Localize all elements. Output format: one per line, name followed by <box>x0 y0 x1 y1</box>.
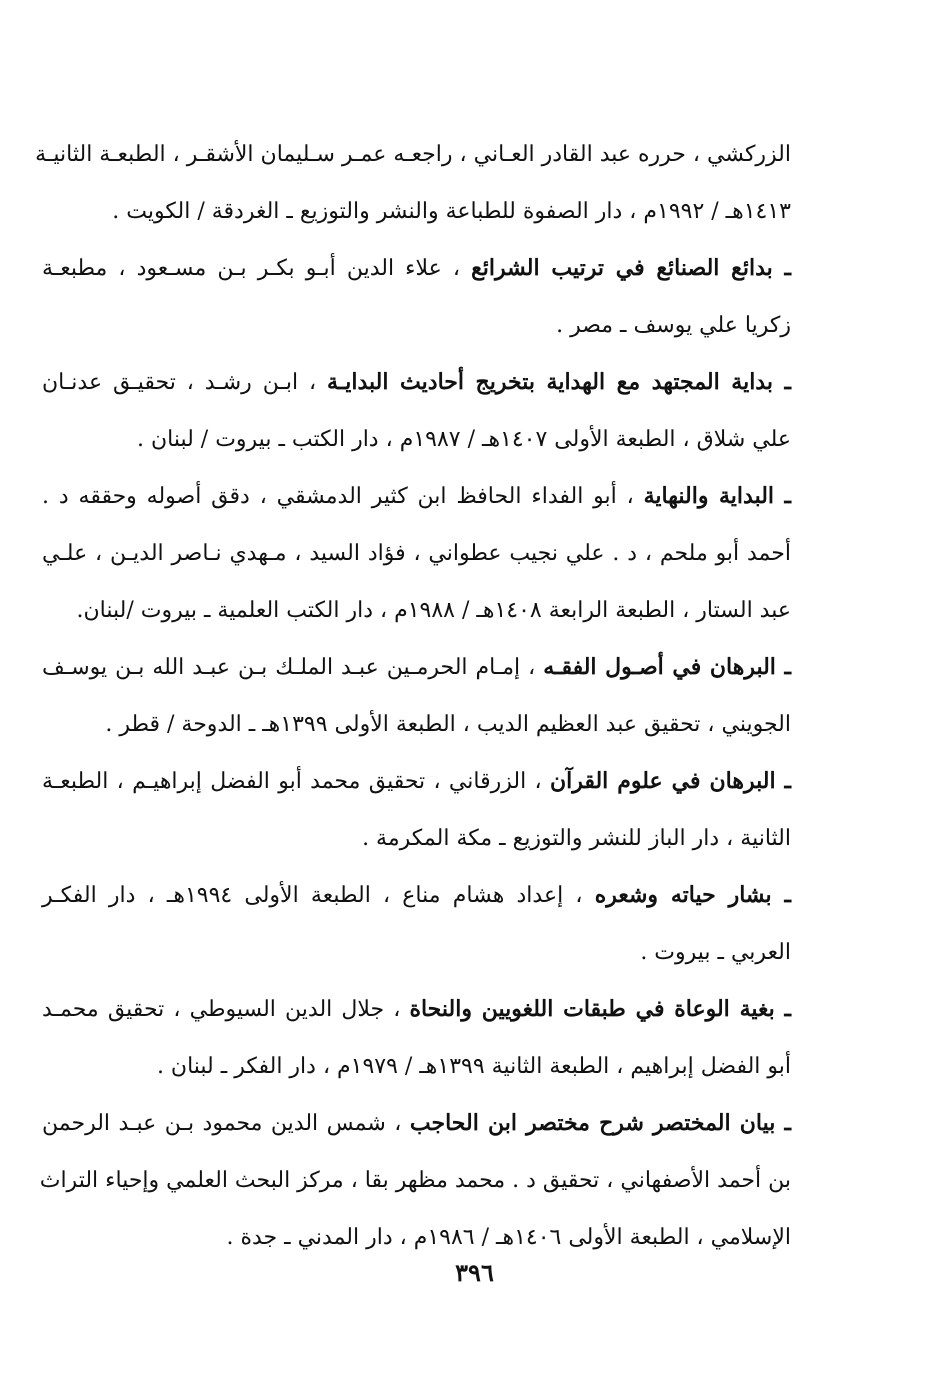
entry-first-line <box>42 240 791 297</box>
entry-first-line <box>42 753 791 810</box>
entry-line: ، إمـام الحرمـين عبـد الملـك بـن عبـد الله بـن يوسـف <box>42 655 544 680</box>
entry-first-line <box>42 867 791 924</box>
entry-line: أحمد أبو ملحم ، د . علي نجيب عطواني ، فؤاد السيد ، مـهدي نـاصر الديـن ، علـي <box>42 541 791 566</box>
bibliography-entry <box>42 240 791 354</box>
entry-line: ، شمس الدين محمود بـن عبـد الرحمن <box>42 1111 410 1136</box>
entry-title: ـ بدائع الصنائع في ترتيب الشرائع <box>471 255 791 281</box>
entry-first-line <box>42 468 791 525</box>
entry-line: عبد الستار ، الطبعة الرابعة ١٤٠٨هـ / ١٩٨٨م ، دار الكتب العلمية ـ بيروت /لبنان. <box>76 598 791 623</box>
entry-line: الزركشي ، حرره عبد القادر العـاني ، راجعـه عمـر سـليمان الأشقـر ، الطبعـة الثانيـة <box>35 142 791 167</box>
bibliography-entry <box>42 867 791 981</box>
entry-first-line <box>42 354 791 411</box>
entry-line: بن أحمد الأصفهاني ، تحقيق د . محمد مظهر بقا ، مركز البحث العلمي وإحياء التراث <box>39 1168 791 1193</box>
entry-line: ١٤١٣هـ / ١٩٩٢م ، دار الصفوة للطباعة والنشر والتوزيع ـ الغردقة / الكويت . <box>112 199 791 224</box>
entry-title: ـ بشار حياته وشعره <box>594 882 791 908</box>
entry-line: ، جلال الدين السيوطي ، تحقيق محمـد <box>42 997 410 1022</box>
entry-line: أبو الفضل إبراهيم ، الطبعة الثانية ١٣٩٩هـ / ١٩٧٩م ، دار الفكر ـ لبنان . <box>156 1054 791 1079</box>
entry-title: ـ بيان المختصر شرح مختصر ابن الحاجب <box>409 1110 791 1136</box>
entry-line: الجويني ، تحقيق عبد العظيم الديب ، الطبعة الأولى ١٣٩٩هـ ـ الدوحة / قطر . <box>105 712 791 737</box>
bibliography-entry <box>35 126 791 240</box>
bibliography-entry <box>42 639 791 753</box>
entry-first-line <box>42 639 791 696</box>
entry-first-line <box>42 981 791 1038</box>
entry-line: ، الزرقاني ، تحقيق محمد أبو الفضل إبراهيـم ، الطبعـة <box>42 769 550 794</box>
entry-line: علي شلاق ، الطبعة الأولى ١٤٠٧هـ / ١٩٨٧م ، دار الكتب ـ بيروت / لبنان . <box>136 427 791 452</box>
entry-line: ، أبو الفداء الحافظ ابن كثير الدمشقي ، دقق أصوله وحققه د . <box>42 484 644 509</box>
entry-line: العربي ـ بيروت . <box>640 940 791 965</box>
entry-line: ، علاء الدين أبـو بكـر بـن مسـعود ، مطبعـة <box>42 256 472 281</box>
page-number: ٣٩٦ <box>455 1258 494 1287</box>
entry-line: الثانية ، دار الباز للنشر والتوزيع ـ مكة المكرمة . <box>362 826 791 851</box>
entry-line: ، ابـن رشـد ، تحقيـق عدنـان <box>42 370 328 395</box>
entry-title: ـ بداية المجتهد مع الهداية بتخريج أحاديث البدايـة <box>327 369 791 395</box>
entry-line: الإسلامي ، الطبعة الأولى ١٤٠٦هـ / ١٩٨٦م ، دار المدني ـ جدة . <box>226 1225 791 1250</box>
entry-title: ـ البرهان في علوم القرآن <box>549 768 791 794</box>
entry-title: ـ البرهان في أصـول الفقـه <box>543 654 791 680</box>
entry-line: ، إعداد هشام مناع ، الطبعة الأولى ١٩٩٤هـ ، دار الفكـر <box>42 883 595 908</box>
entry-first-line <box>42 1095 791 1152</box>
bibliography-entry <box>42 468 791 639</box>
entry-title: ـ البداية والنهاية <box>643 483 792 509</box>
entry-title: ـ بغية الوعاة في طبقات اللغويين والنحاة <box>409 996 791 1022</box>
bibliography-entry <box>42 753 791 867</box>
bibliography-entry <box>42 354 791 468</box>
entry-line: زكريا علي يوسف ـ مصر . <box>556 313 791 338</box>
bibliography-entry <box>42 981 791 1095</box>
bibliography-entry <box>39 1095 791 1266</box>
